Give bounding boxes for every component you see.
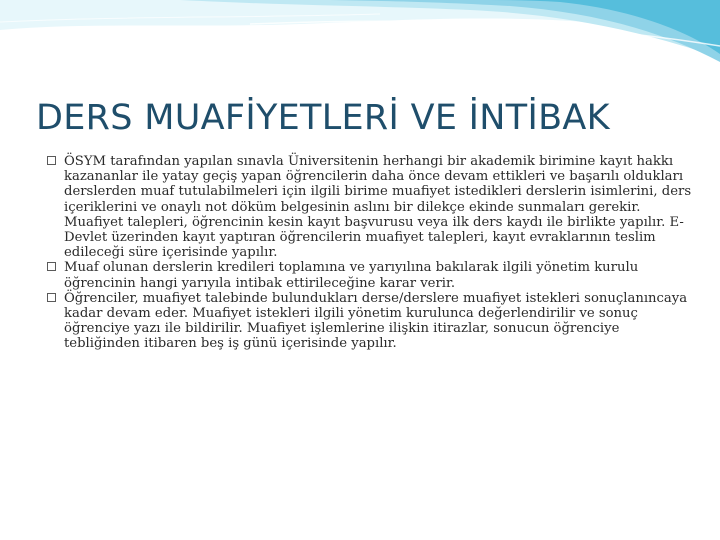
paragraph-text: ÖSYM tarafından yapılan sınavla Üniversitenin herhangi bir akademik birimine kayıt hakkı kazananlar ile yatay geçiş yapan öğrencilerin daha önce devam ettikleri ve başarılı oldukları derslerden muaf tutulabilmeleri için ilgili birime muafiyet istedikleri derslerin isimlerini, ders içeriklerini ve onaylı not döküm belgesinin aslını bir dilekçe ekinde sunmaları gerekir. Muafiyet talepleri, öğrencinin kesin kayıt başvurusu veya ilk ders kaydı ile birlikte yapılır. E-Devlet üzerinden kayıt yaptıran öğrencilerin muafiyet talepleri, kayıt evraklarının teslim edileceği süre içerisinde yapılır. <box>64 154 692 261</box>
square-bullet-icon <box>47 262 56 271</box>
bullet-paragraph <box>46 291 696 352</box>
bullet-paragraph <box>46 260 696 290</box>
paragraph-text: Muaf olunan derslerin kredileri toplamına ve yarıyılına bakılarak ilgili yönetim kurulu öğrencinin hangi yarıyıla intibak ettirileceğine karar verir. <box>64 260 639 291</box>
square-bullet-icon <box>47 293 56 302</box>
bullet-paragraph <box>46 154 696 260</box>
square-bullet-icon <box>47 156 56 165</box>
slide-title: DERS MUAFİYETLERİ VE İNTİBAK <box>36 98 610 138</box>
header-wave-decoration <box>0 0 720 90</box>
slide-body <box>46 154 696 352</box>
paragraph-text: Öğrenciler, muafiyet talebinde bulundukları derse/derslere muafiyet istekleri sonuçlanıncaya kadar devam eder. Muafiyet istekleri ilgili yönetim kurulunca değerlendirilir ve sonuç öğrenciye yazı ile bildirilir. Muafiyet işlemlerine ilişkin itirazlar, sonucun öğrenciye tebliğinden itibaren beş iş günü içerisinde yapılır. <box>64 290 688 352</box>
